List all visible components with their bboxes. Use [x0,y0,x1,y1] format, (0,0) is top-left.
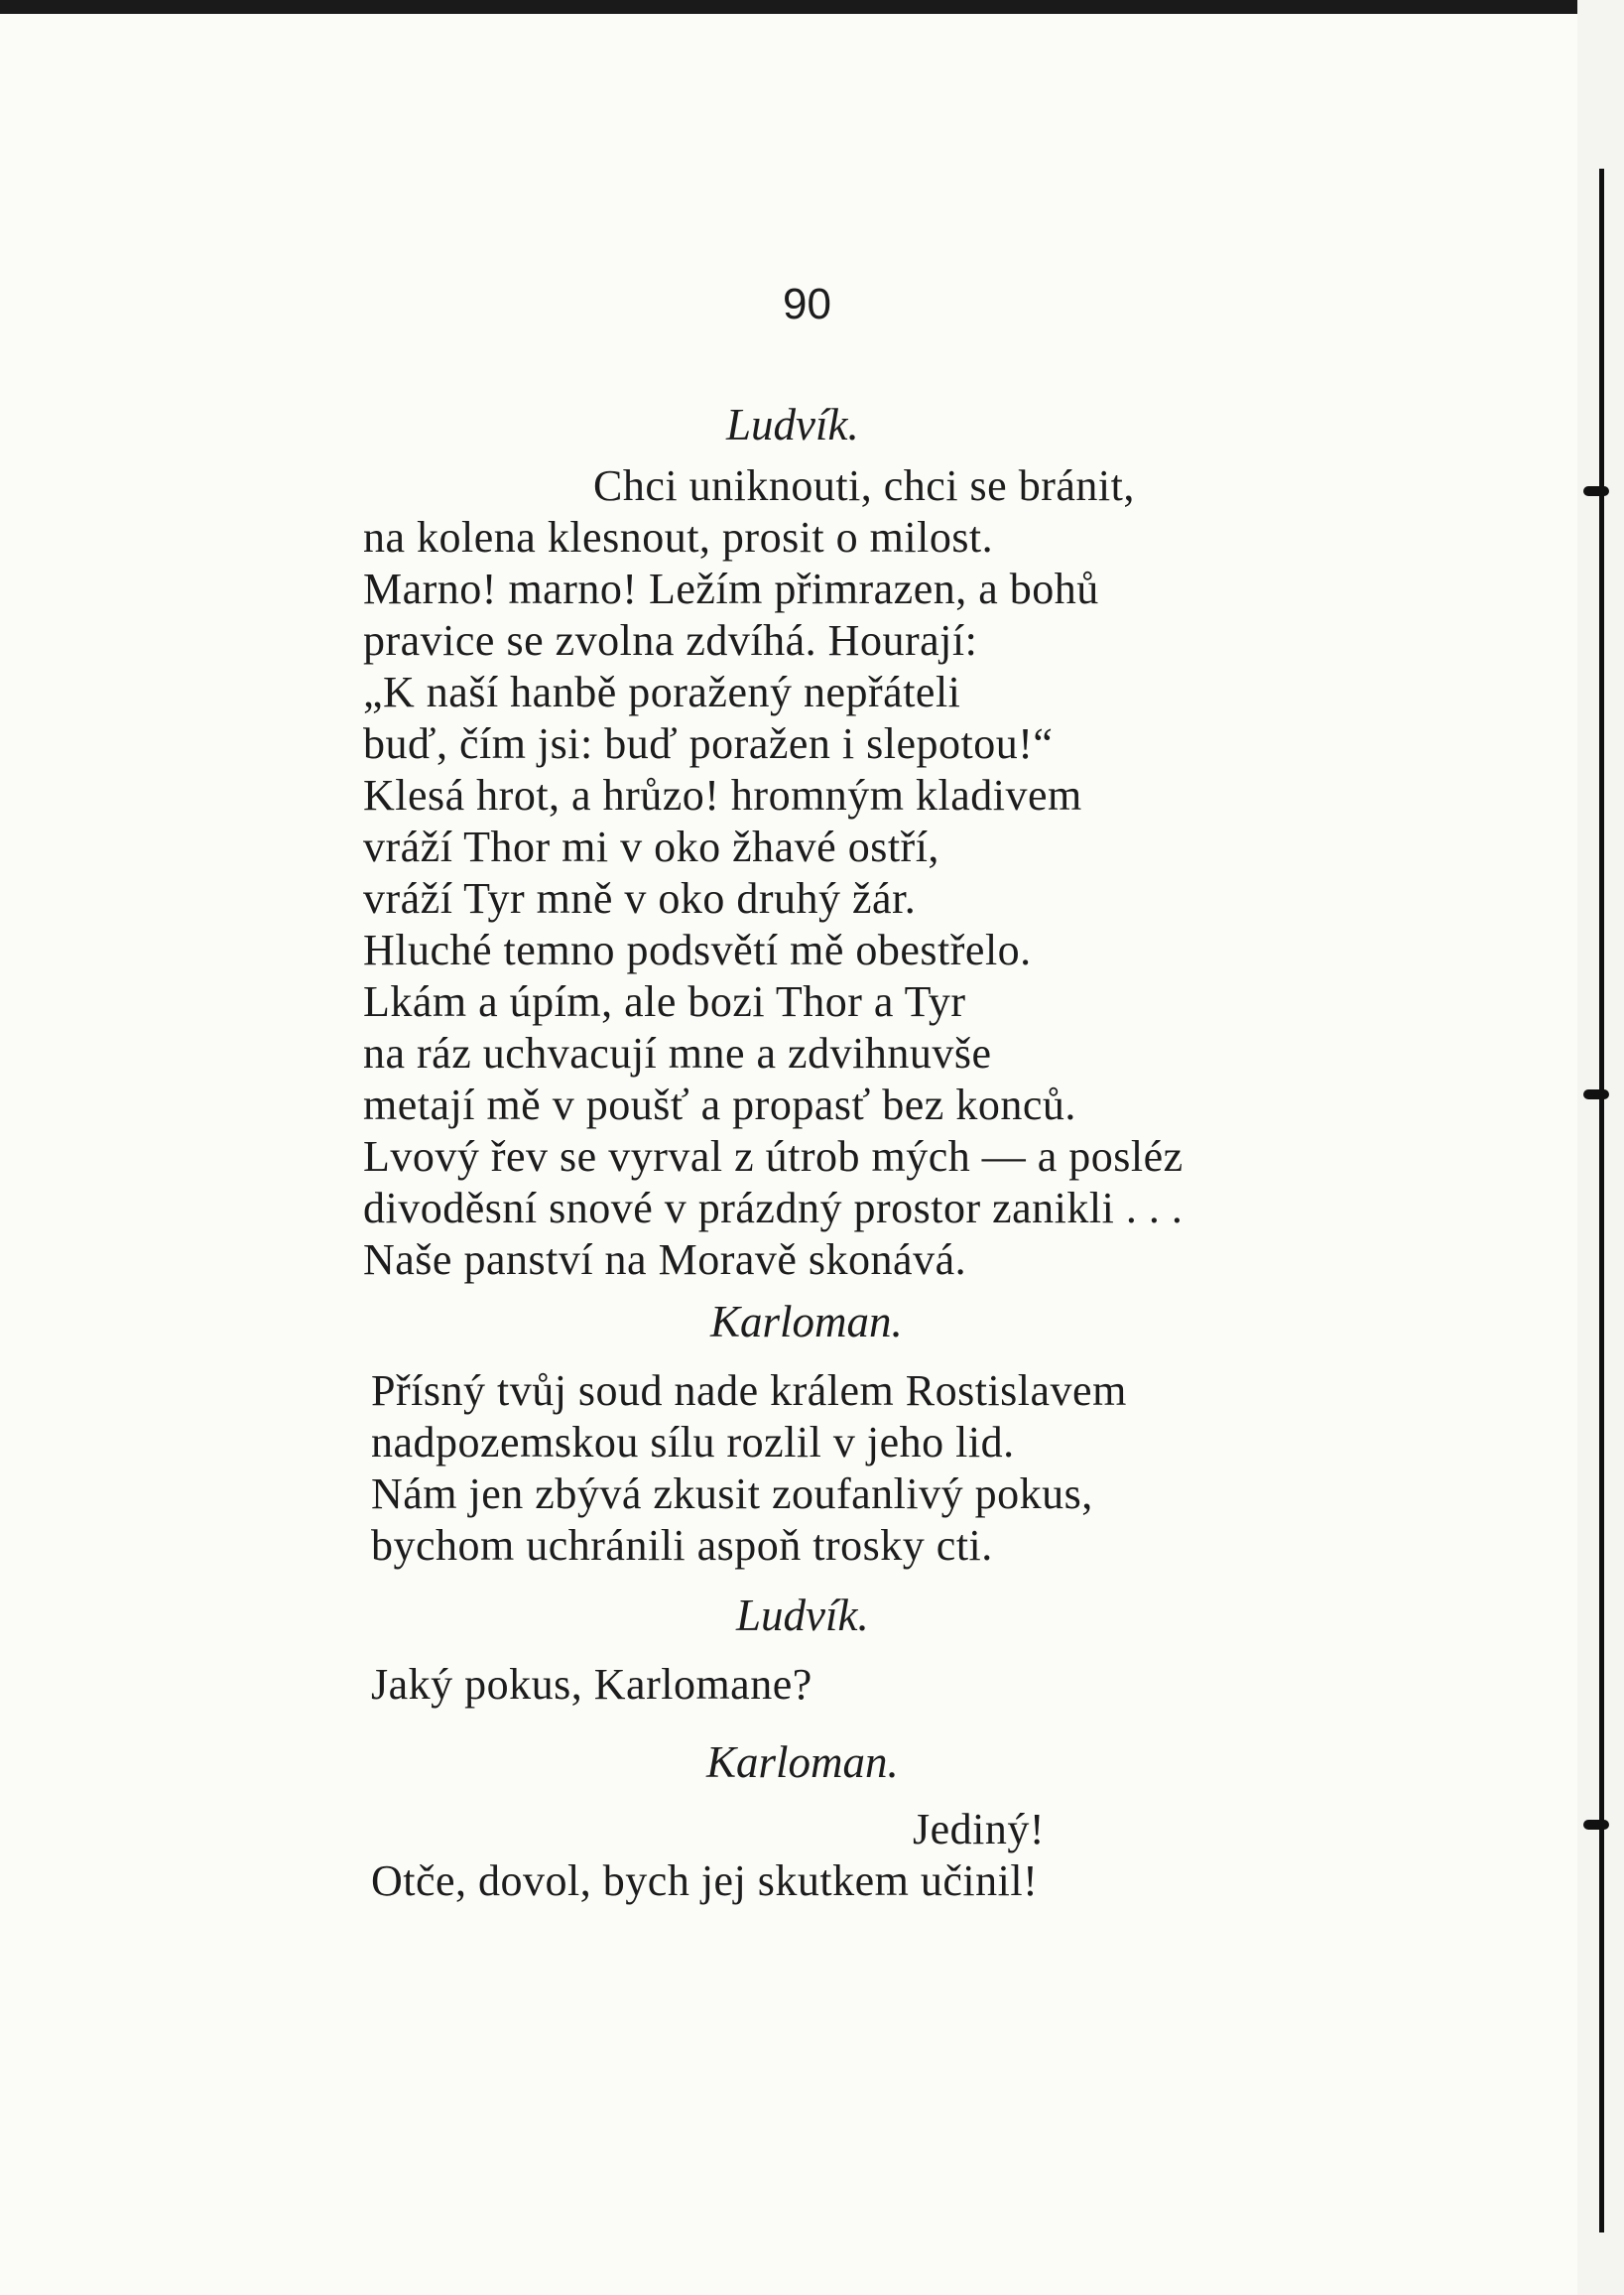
verse-line: buď, čím jsi: buď poražen i slepotou!“ [363,719,1054,768]
verse-line: metají mě v poušť a propasť bez konců. [363,1081,1076,1129]
verse-line: Jaký pokus, Karlomane? [371,1660,812,1709]
verse-line: Naše panství na Moravě skonává. [363,1235,967,1284]
verse-line: Chci uniknouti, chci se bránit, [593,461,1135,510]
verse-line: pravice se zvolna zdvíhá. Hourají: [363,616,978,665]
binding-mark [1583,1820,1609,1830]
verse-line: vráží Tyr mně v oko druhý žár. [363,874,917,923]
verse-line: na ráz uchvacují mne a zdvihnuvše [363,1029,992,1078]
verse-line: Přísný tvůj soud nade králem Rostislavem [371,1366,1127,1415]
verse-line: Klesá hrot, a hrůzo! hromným kladivem [363,771,1082,820]
verse-line: Lvový řev se vyrval z útrob mých — a posléz [363,1132,1184,1181]
verse-line: Marno! marno! Ležím přimrazen, a bohů [363,565,1099,613]
verse-line: Nám jen zbývá zkusit zoufanlivý pokus, [371,1469,1093,1518]
speaker-heading: Ludvík. [726,400,859,449]
book-page [0,14,1577,2295]
verse-line: Jediný! [913,1805,1046,1853]
verse-line: bychom uchránili aspoň trosky cti. [371,1521,993,1570]
verse-line: Lkám a úpím, ale bozi Thor a Tyr [363,977,966,1026]
binding-mark [1583,486,1609,496]
verse-line: Hluché temno podsvětí mě obestřelo. [363,926,1032,974]
binding-line [1599,169,1604,2232]
verse-line: na kolena klesnout, prosit o milost. [363,513,994,562]
speaker-heading: Karloman. [710,1297,903,1346]
verse-line: „K naší hanbě poražený nepřáteli [363,668,961,716]
verse-line: nadpozemskou sílu rozlil v jeho lid. [371,1418,1015,1466]
binding-mark [1583,1089,1609,1099]
speaker-heading: Karloman. [706,1737,899,1787]
verse-line: Otče, dovol, bych jej skutkem učinil! [371,1856,1039,1905]
verse-line: vráží Thor mi v oko žhavé ostří, [363,823,939,871]
page-number: 90 [783,280,831,328]
speaker-heading: Ludvík. [736,1591,869,1640]
verse-line: divoděsní snové v prázdný prostor zanikli . . . [363,1184,1184,1232]
